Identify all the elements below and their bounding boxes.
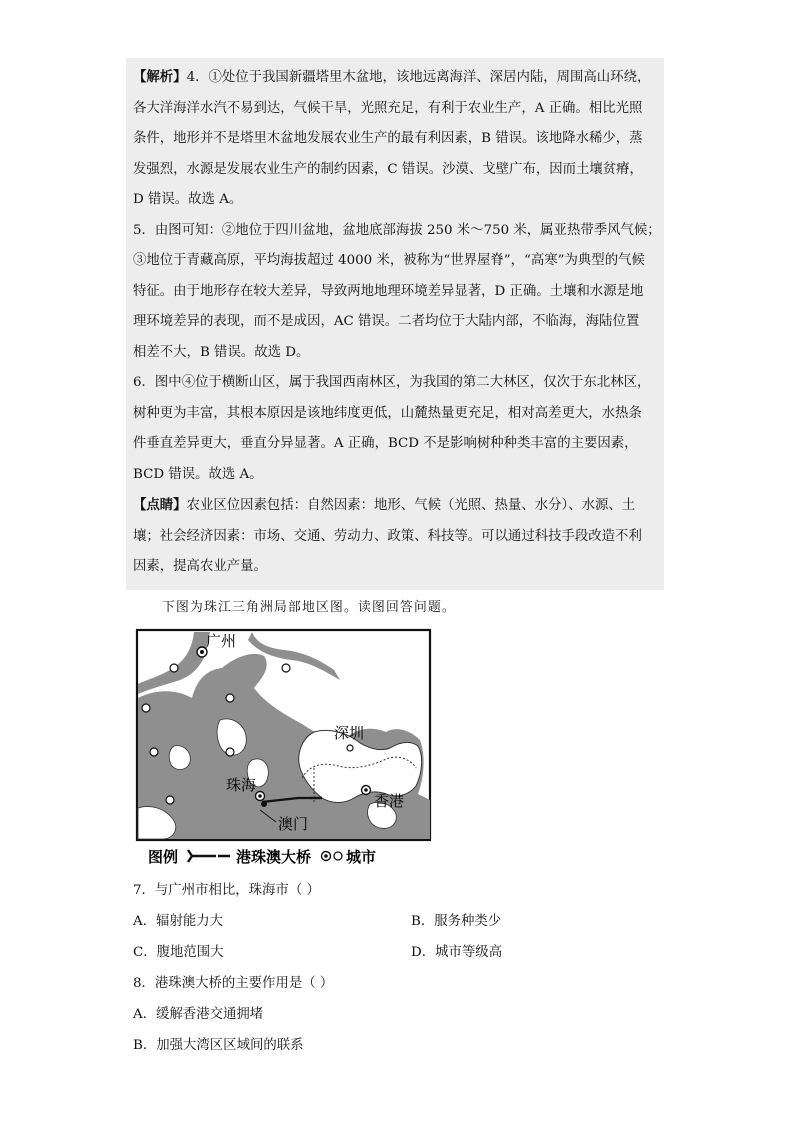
analysis-line: 件垂直差异更大，垂直分异显著。A 正确，BCD 不是影响树种种类丰富的主要因素， xyxy=(133,436,638,451)
hongkong-marker-dot xyxy=(364,788,368,792)
legend-city-symbol xyxy=(334,852,342,860)
analysis-line: 因素，提高农业产量。 xyxy=(133,559,267,574)
analysis-line: 条件，地形并不是塔里木盆地发展农业生产的最有利因素，B 错误。该地降水稀少，蒸 xyxy=(133,131,643,146)
analysis-line-text: 4．①处位于我国新疆塔里木盆地，该地远离海洋、深居内陆，周围高山环绕， xyxy=(186,70,651,85)
legend-title: 图例 xyxy=(148,848,179,866)
analysis-text xyxy=(133,62,661,583)
analysis-tag: 【解析】 xyxy=(133,69,187,85)
city-marker xyxy=(170,664,178,672)
question-8: 8．港珠澳大桥的主要作用是（ ） xyxy=(133,976,334,991)
analysis-line: 5．由图可知：②地位于四川盆地，盆地底部海拔 250 米～750 米，属亚热带季风气候； xyxy=(133,222,661,238)
legend-bridge-symbol xyxy=(188,850,230,862)
city-marker xyxy=(142,704,150,712)
label-macau: 澳门 xyxy=(278,815,309,833)
legend-bridge-label: 港珠澳大桥 xyxy=(236,848,312,866)
q8-option-a[interactable]: A．缓解香港交通拥堵 xyxy=(133,1007,264,1022)
pearl-river-delta-map xyxy=(134,628,434,868)
analysis-line: ③地位于青藏高原，平均海拔超过 4000 米，被称为“世界屋脊”，“高寒”为典型的气候 xyxy=(133,253,645,268)
q7-option-c[interactable]: C．腹地范围大 xyxy=(133,945,224,960)
analysis-line: BCD 错误。故选 A。 xyxy=(133,466,263,482)
analysis-line: 6．图中④位于横断山区，属于我国西南林区，为我国的第二大林区，仅次于东北林区， xyxy=(133,375,651,390)
guangzhou-marker-dot xyxy=(200,650,204,654)
analysis-line: 树种更为丰富，其根本原因是该地纬度更低，山麓热量更充足，相对高差更大，水热条 xyxy=(133,405,642,421)
analysis-line-text: 农业区位因素包括：自然因素：地形、气候（光照、热量、水分）、水源、土 xyxy=(186,498,636,513)
question-7: 7．与广州市相比，珠海市（ ） xyxy=(133,883,320,898)
q7-option-a[interactable]: A．辐射能力大 xyxy=(133,914,224,929)
q8-option-b[interactable]: B．加强大湾区区域间的联系 xyxy=(133,1038,304,1053)
tip-tag: 【点睛】 xyxy=(133,497,187,513)
analysis-line: 壤；社会经济因素：市场、交通、劳动力、政策、科技等。可以通过科技手段改造不利 xyxy=(133,528,642,544)
analysis-line: 相差不大，B 错误。故选 D。 xyxy=(133,344,310,360)
analysis-line xyxy=(133,62,661,94)
q7-option-d[interactable]: D．城市等级高 xyxy=(411,945,503,960)
label-zhuhai: 珠海 xyxy=(226,776,257,794)
analysis-line: D 错误。故选 A。 xyxy=(133,192,243,207)
analysis-line: 理环境差异的表现，而不是成因，AC 错误。二者均位于大陆内部，不临海，海陆位置 xyxy=(133,314,640,329)
shenzhen-marker xyxy=(347,745,353,751)
label-hongkong: 香港 xyxy=(374,792,405,810)
label-guangzhou: 广州 xyxy=(206,632,237,650)
label-shenzhen: 深圳 xyxy=(334,724,365,742)
macau-marker xyxy=(261,801,267,807)
analysis-line: 特征。由于地形存在较大差异，导致两地地理环境差异显著，D 正确。土壤和水源是地 xyxy=(133,283,644,299)
analysis-line xyxy=(133,490,661,522)
map-figure xyxy=(134,628,434,868)
city-marker xyxy=(282,664,290,672)
legend-city-label: 城市 xyxy=(346,848,377,866)
city-marker xyxy=(166,796,174,804)
analysis-line: 发强烈，水源是发展农业生产的制约因素，C 错误。沙漠、戈壁广布，因而土壤贫瘠， xyxy=(133,161,643,177)
city-marker xyxy=(226,748,234,756)
zhuhai-marker-dot xyxy=(258,794,262,798)
city-marker xyxy=(150,748,158,756)
q7-option-b[interactable]: B．服务种类少 xyxy=(411,914,502,929)
map-intro: 下图为珠江三角洲局部地区图。读图回答问题。 xyxy=(162,600,456,615)
city-marker xyxy=(226,694,234,702)
analysis-line: 各大洋海洋水汽不易到达，气候干旱，光照充足，有利于农业生产，A 正确。相比光照 xyxy=(133,100,643,116)
legend-major-city-dot xyxy=(324,854,328,858)
